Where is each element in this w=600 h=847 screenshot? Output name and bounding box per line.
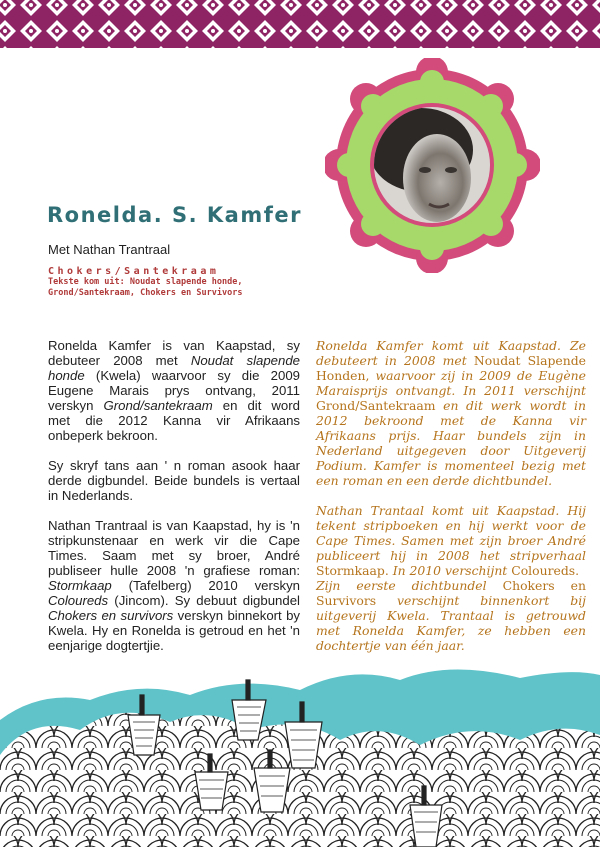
book-title: Noudat slapende honde <box>48 353 301 383</box>
text-run: (Jincom). Sy debuut digbundel <box>108 593 300 608</box>
page-title: Ronelda. S. Kamfer <box>47 203 302 227</box>
afrikaans-column <box>48 338 300 668</box>
text-run: en dit word met die 2012 Kanna vir Afrikaans onbeperk bekroon. <box>48 398 300 443</box>
book-title: Stormkaap <box>48 578 112 593</box>
text-run: In 2010 verschijnt <box>388 563 512 578</box>
text-run: en dit werk wordt in 2012 bekroond met de Kanna vir Afrikaans prijs. Haar bundels zijn in Nederland uitgegeven door Uitgeverij Podium. Kamfer is momenteel bezig met een roman en een derde dichtbundel. <box>316 398 586 488</box>
text-run: Nathan Trantaal komt uit Kaapstad. Hij tekent stripboeken en hij werkt voor de Cape Times. Samen met zijn broer André publiceert hij in 2008 het stripverhaal <box>316 503 586 563</box>
text-run: verskyn binnekort by Kwela. Hy en Ronelda is getroud en het 'n eenjarige dogtertjie. <box>48 608 301 653</box>
waves-ships-illustration <box>0 660 600 847</box>
book-title: Noudat Slapende Honden, <box>316 353 586 383</box>
dutch-paragraph-3 <box>316 578 586 653</box>
book-title: Chokers en survivors <box>48 608 174 623</box>
dutch-paragraph-2 <box>316 503 586 578</box>
works-title: Chokers/Santekraam <box>48 266 220 277</box>
ship-4 <box>195 772 228 810</box>
ship-3 <box>285 722 322 768</box>
text-run: waarvoor zij in 2009 de Eugène Maraisprijs ontvangt. In 2011 verschijnt <box>316 368 586 398</box>
afrikaans-paragraph-3 <box>48 518 300 653</box>
dutch-paragraph-1 <box>316 338 586 488</box>
ship-5 <box>254 768 290 812</box>
book-title: Coloureds. <box>511 563 580 578</box>
book-title: Grond/santekraam <box>103 398 213 413</box>
book-title: Coloureds <box>48 593 109 608</box>
text-run: verschijnt binnenkort bij uitgeverij Kwela. Trantaal is getrouwd met Ronelda Kamfer, ze hebben een dochtertje van één jaar. <box>316 593 586 653</box>
text-run: Ronelda Kamfer is van Kaapstad, sy debuteer 2008 met <box>48 338 300 368</box>
ship-1 <box>128 715 160 755</box>
book-title: Grond/Santekraam <box>316 398 436 413</box>
works-line-2: Grond/Santekraam, Chokers en Survivors <box>48 288 243 298</box>
afrikaans-paragraph-1 <box>48 338 300 443</box>
text-run: Zijn eerste dichtbundel <box>316 578 503 593</box>
works-block <box>48 266 242 299</box>
text-run: (Tafelberg) 2010 verskyn <box>111 578 300 593</box>
text-run: (Kwela) waarvoor sy die 2009 Eugene Marais prys ontvang, 2011 verskyn <box>48 368 300 413</box>
dutch-column <box>316 338 586 653</box>
book-title: Chokers en Survivors <box>316 578 586 608</box>
top-lattice-pattern <box>0 0 600 52</box>
ship-6 <box>410 805 442 847</box>
page-subtitle: Met Nathan Trantraal <box>48 242 171 257</box>
book-title: Stormkaap. <box>316 563 389 578</box>
works-line-1: Tekste kom uit: Noudat slapende honde, <box>48 277 243 287</box>
text-run: Ronelda Kamfer komt uit Kaapstad. Ze debuteert in 2008 met <box>316 338 586 368</box>
portrait-frame <box>325 58 540 273</box>
afrikaans-paragraph-2: Sy skryf tans aan ' n roman asook haar derde digbundel. Beide bundels is vertaal in Nederlands. <box>48 458 300 503</box>
text-run: Nathan Trantraal is van Kaapstad, hy is 'n stripkunstenaar en werk vir die Cape Times. Saam met sy broer, André publiseer hulle 2008 'n grafiese roman: <box>48 518 300 578</box>
